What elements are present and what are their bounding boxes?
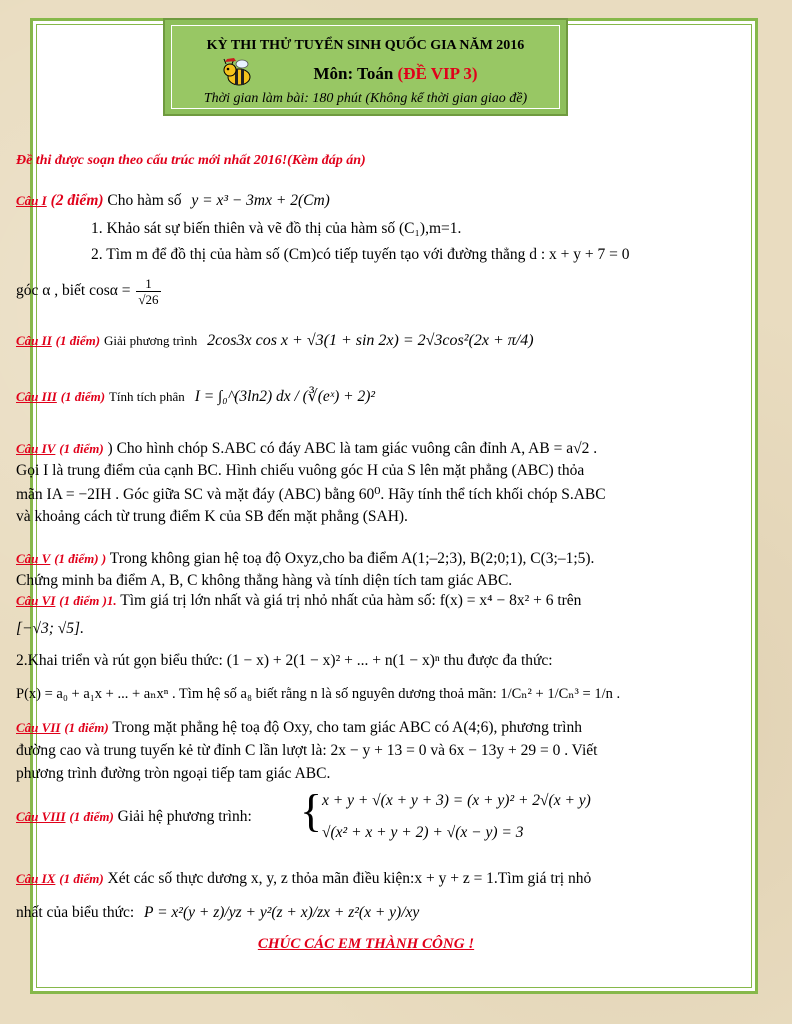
q9-line-2: nhất của biểu thức: P = x²(y + z)/yz + y²(z + x)/zx + z²(x + y)/xy: [16, 904, 420, 921]
question-8: Câu VIII (1 điểm) Giải hệ phương trình:: [16, 808, 252, 825]
q1-item-1: 1. Khảo sát sự biến thiên và vẽ đồ thị của hàm số (C₁),m=1.: [91, 220, 462, 237]
subject-line: Môn: Toán (ĐỀ VIP 3): [313, 64, 478, 83]
intro-note: Đề thi được soạn theo cấu trúc mới nhất 2016!(Kèm đáp án): [16, 153, 366, 168]
question-5: Câu V (1 điểm) ) Trong không gian hệ toạ độ Oxyz,cho ba điểm A(1;–2;3), B(2;0;1), C(3;–1;5).: [16, 550, 595, 567]
q3-formula: I = ∫₀^(3ln2) dx / (∛(eˣ) + 2)²: [194, 388, 376, 405]
question-6: Câu VI (1 điểm )1. Tìm giá trị lớn nhất và giá trị nhỏ nhất của hàm số: f(x) = x⁴ − 8x² + 6 trên: [16, 592, 582, 609]
question-9: Câu IX (1 điểm) Xét các số thực dương x, y, z thỏa mãn điều kiện:x + y + z = 1.Tìm giá trị nhỏ: [16, 870, 592, 887]
q8-equation-2: √(x² + x + y + 2) + √(x − y) = 3: [322, 824, 524, 841]
q1-item-2: 2. Tìm m để đồ thị của hàm số (Cm)có tiếp tuyến tạo với đường thẳng d : x + y + 7 = 0: [91, 246, 630, 263]
exam-title: KỲ THI THỬ TUYỂN SINH QUỐC GIA NĂM 2016: [206, 38, 525, 53]
q8-brace: {: [300, 785, 323, 836]
question-1: Câu I (2 điểm) Cho hàm số y = x³ − 3mx + 2(Cm): [16, 192, 330, 209]
exam-header: [163, 18, 568, 116]
q7-line-3: phương trình đường tròn ngoại tiếp tam giác ABC.: [16, 765, 331, 782]
q1-formula: y = x³ − 3mx + 2(Cm): [191, 192, 330, 209]
q6-interval: [−√3; √5].: [16, 620, 84, 637]
q4-line-2: Gọi I là trung điểm của cạnh BC. Hình chiếu vuông góc H của S lên mặt phẳng (ABC) thỏa: [16, 462, 585, 479]
question-7: Câu VII (1 điểm) Trong mặt phẳng hệ toạ độ Oxy, cho tam giác ABC có A(4;6), phương trình: [16, 719, 582, 736]
time-note: Thời gian làm bài: 180 phút (Không kể thời gian giao đề): [203, 91, 528, 106]
q4-line-3: mãn IA = −2IH . Góc giữa SC và mặt đáy (ABC) bằng 60⁰. Hãy tính thể tích khối chóp S.ABC: [16, 486, 606, 503]
q8-equation-1: x + y + √(x + y + 3) = (x + y)² + 2√(x + y): [322, 792, 591, 809]
q9-expression: P = x²(y + z)/yz + y²(z + x)/zx + z²(x + y)/xy: [144, 904, 420, 921]
q7-line-2: đường cao và trung tuyến kẻ từ đỉnh C lần lượt là: 2x − y + 13 = 0 và 6x − 13y + 29 = 0 . Viết: [16, 742, 598, 759]
closing-message: CHÚC CÁC EM THÀNH CÔNG !: [257, 936, 475, 952]
q6-line-3: 2.Khai triển và rút gọn biểu thức: (1 − x) + 2(1 − x)² + ... + n(1 − x)ⁿ thu được đa thức:: [16, 652, 553, 669]
question-2: Câu II (1 điểm) Giải phương trình 2cos3x cos x + √3(1 + sin 2x) = 2√3cos²(2x + π/4): [16, 332, 534, 349]
q5-line-2: Chứng minh ba điểm A, B, C không thẳng hàng và tính diện tích tam giác ABC.: [16, 572, 513, 589]
q4-line-4: và khoảng cách từ trung điểm K của SB đến mặt phẳng (SAH).: [16, 508, 408, 525]
question-4: Câu IV (1 điểm) ) Cho hình chóp S.ABC có đáy ABC là tam giác vuông cân đỉnh A, AB = a√2 .: [16, 440, 598, 457]
question-3: Câu III (1 điểm) Tính tích phân I = ∫₀^(3ln2) dx / (∛(eˣ) + 2)²: [16, 388, 376, 405]
q2-formula: 2cos3x cos x + √3(1 + sin 2x) = 2√3cos²(2x + π/4): [207, 332, 534, 349]
q1-continuation: góc α , biết cosα = $\frac{1}{√26}$: [16, 276, 159, 307]
q6-line-4: P(x) = a₀ + a₁x + ... + aₙxⁿ . Tìm hệ số a₈ biết rằng n là số nguyên dương thoả mãn: 1/Cₙ² + 1/Cₙ³ = 1/n .: [16, 686, 621, 702]
subject-tag: (ĐỀ VIP 3): [397, 64, 478, 83]
